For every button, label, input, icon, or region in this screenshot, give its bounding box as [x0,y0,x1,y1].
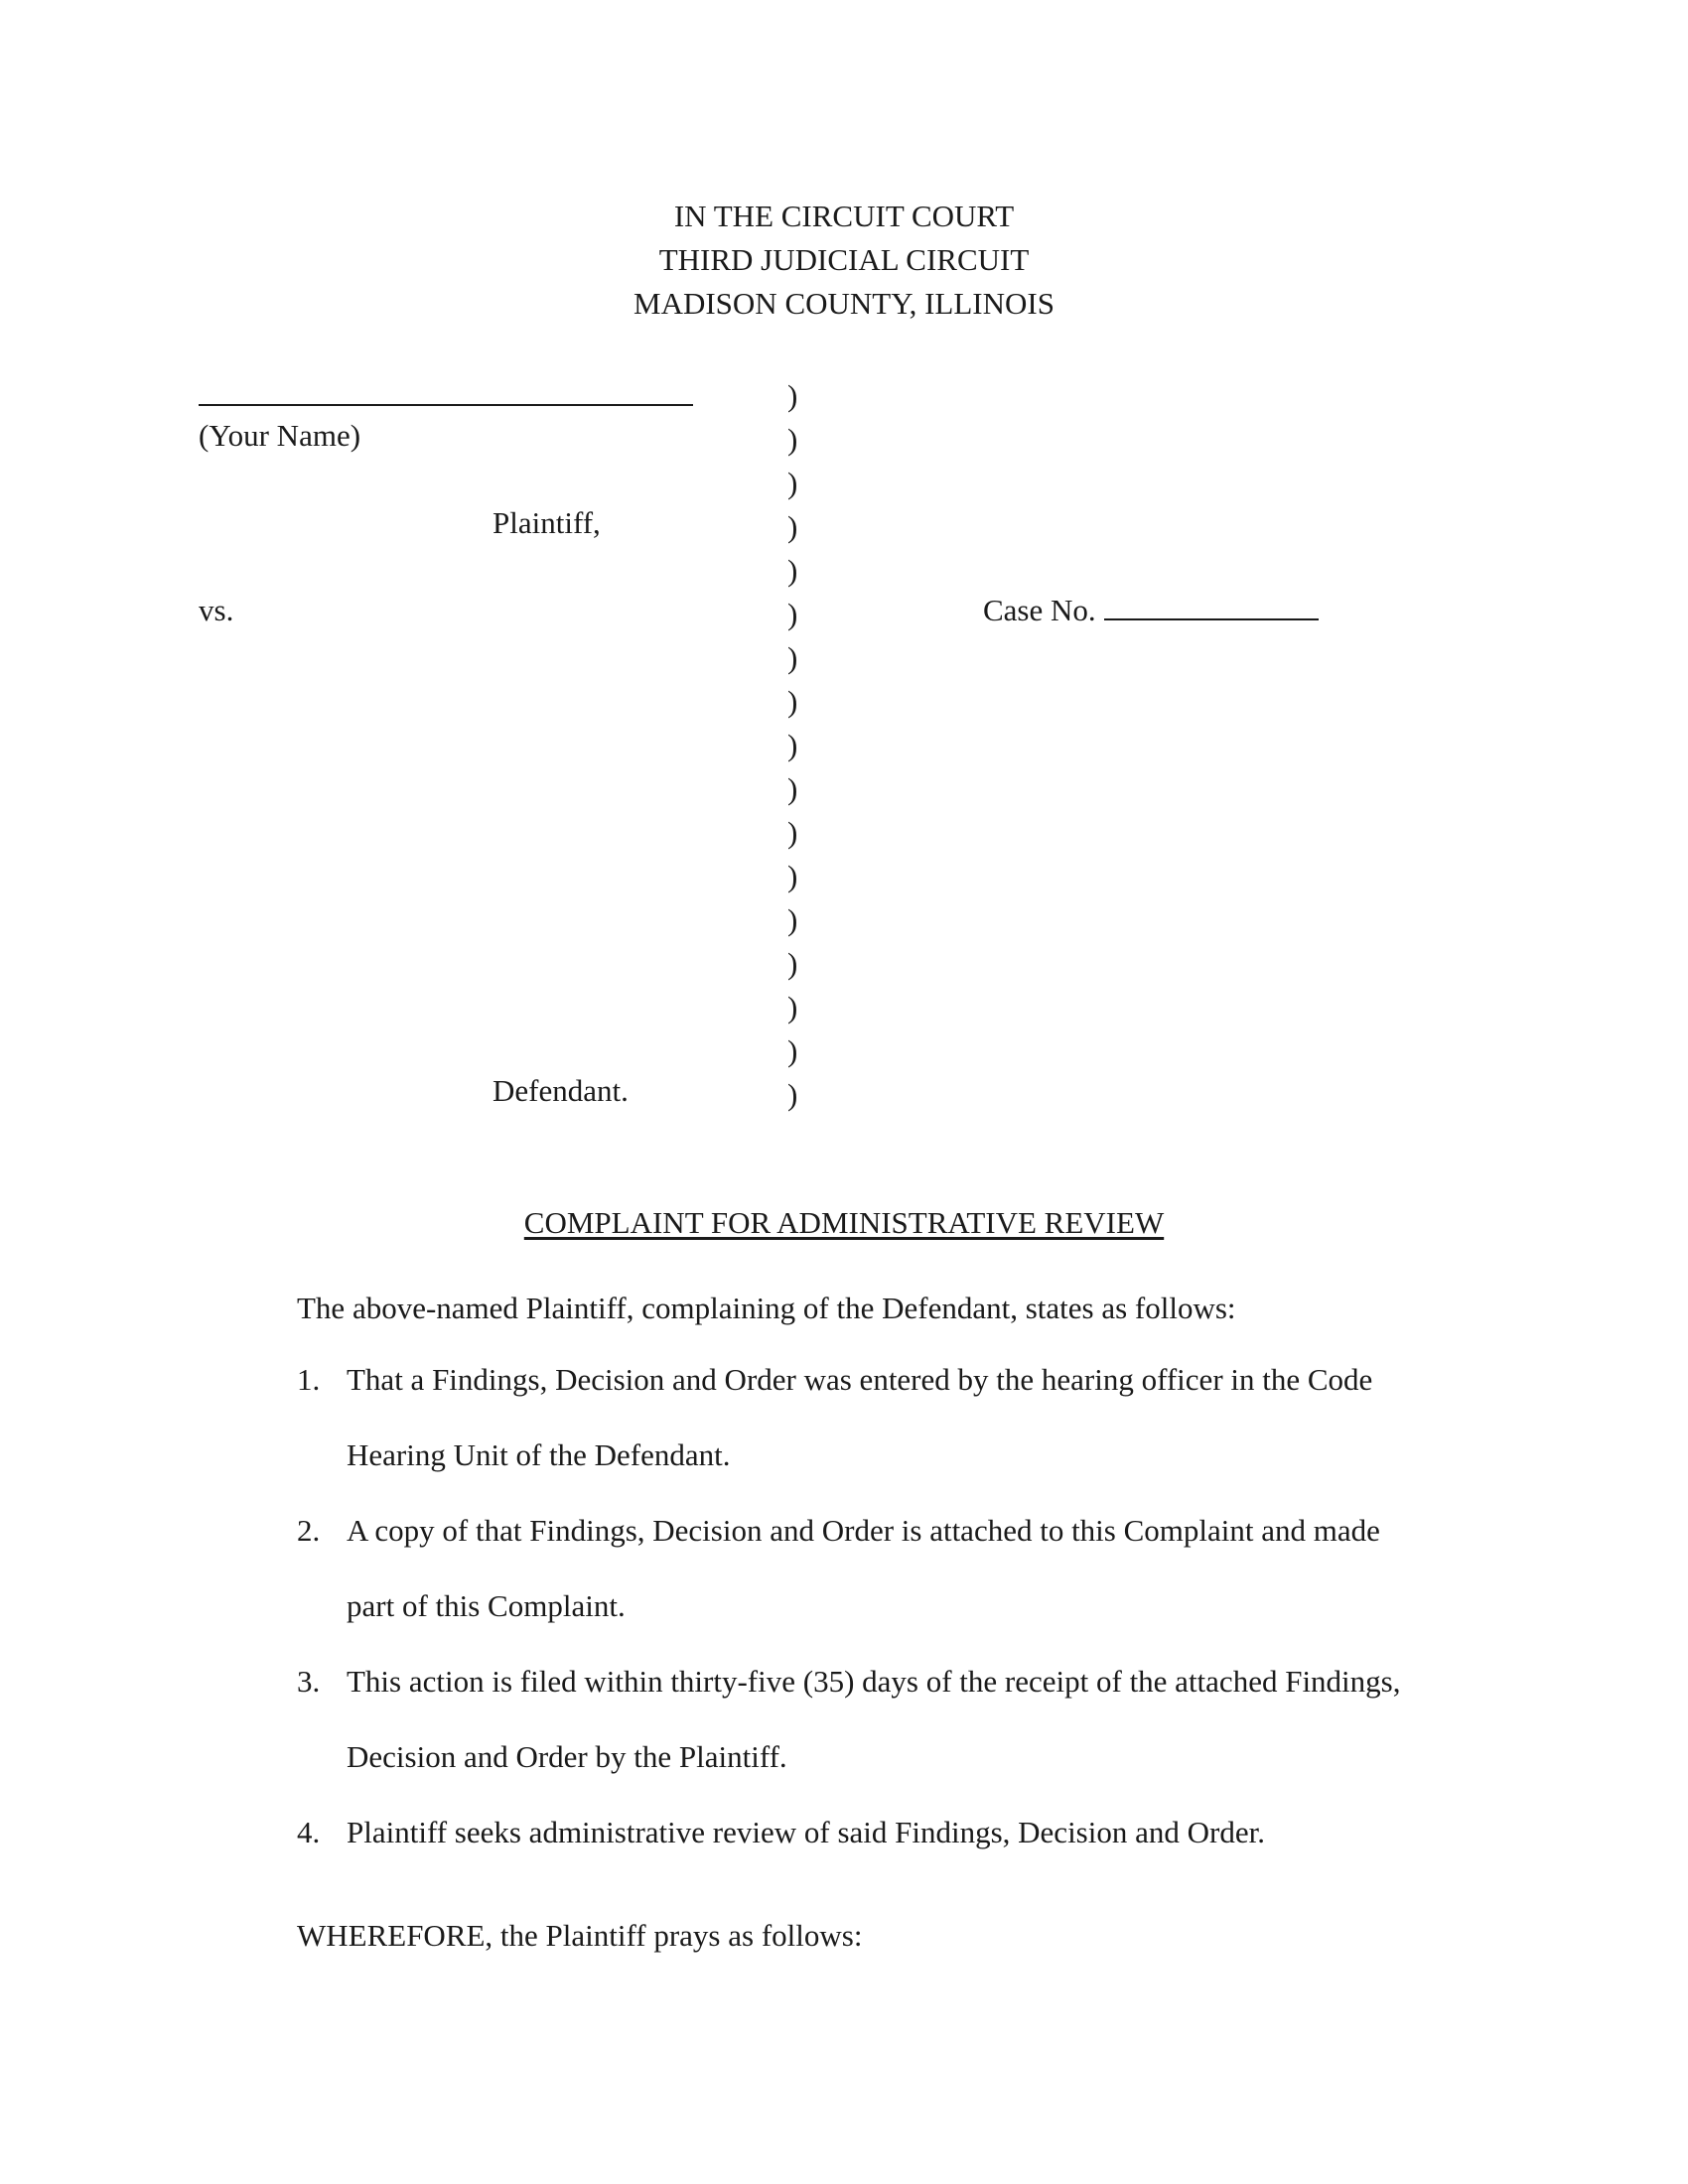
paren: ) [787,1033,798,1068]
list-text-line: Hearing Unit of the Defendant. [347,1437,731,1472]
paren: ) [787,1077,798,1112]
paren: ) [787,902,798,937]
document-title: COMPLAINT FOR ADMINISTRATIVE REVIEW [523,1205,1165,1240]
paren: ) [787,640,798,675]
paren: ) [787,990,798,1024]
paren: ) [787,378,798,413]
list-number: 4. [297,1815,321,1849]
list-number: 1. [297,1362,321,1397]
list-number: 3. [297,1664,321,1699]
list-text-line: Plaintiff seeks administrative review of said Findings, Decision and Order. [347,1815,1265,1849]
case-number [983,589,1319,632]
judicial-circuit: THIRD JUDICIAL CIRCUIT [658,242,1030,277]
your-name-label: (Your Name) [199,418,361,453]
paren: ) [787,859,798,893]
paren: ) [787,728,798,762]
list-number: 2. [297,1513,321,1548]
list-text-line: That a Findings, Decision and Order was entered by the hearing officer in the Code [347,1362,1373,1397]
vs-label: vs. [199,593,234,627]
paren: ) [787,946,798,981]
court-name: IN THE CIRCUIT COURT [673,199,1015,233]
caption-parentheses [787,374,797,1117]
paren: ) [787,466,798,500]
paren: ) [787,597,798,631]
paren: ) [787,422,798,457]
paren: ) [787,553,798,588]
paren: ) [787,684,798,719]
wherefore-clause: WHEREFORE, the Plaintiff prays as follows: [297,1918,863,1953]
case-number-blank[interactable] [1104,589,1319,620]
paren: ) [787,771,798,806]
case-no-label: Case No. [983,593,1096,627]
paren: ) [787,815,798,850]
court-header [0,195,1688,326]
intro-paragraph: The above-named Plaintiff, complaining of the Defendant, states as follows: [297,1291,1236,1325]
list-text-line: part of this Complaint. [347,1588,626,1623]
defendant-label: Defendant. [492,1073,629,1108]
list-text-line: A copy of that Findings, Decision and Order is attached to this Complaint and made [347,1513,1380,1548]
list-text-line: This action is filed within thirty-five (35) days of the receipt of the attached Findings, [347,1664,1401,1699]
plaintiff-name-blank[interactable] [199,404,693,406]
county-state: MADISON COUNTY, ILLINOIS [633,286,1055,321]
plaintiff-label: Plaintiff, [492,505,601,540]
paren: ) [787,509,798,544]
list-text-line: Decision and Order by the Plaintiff. [347,1739,787,1774]
